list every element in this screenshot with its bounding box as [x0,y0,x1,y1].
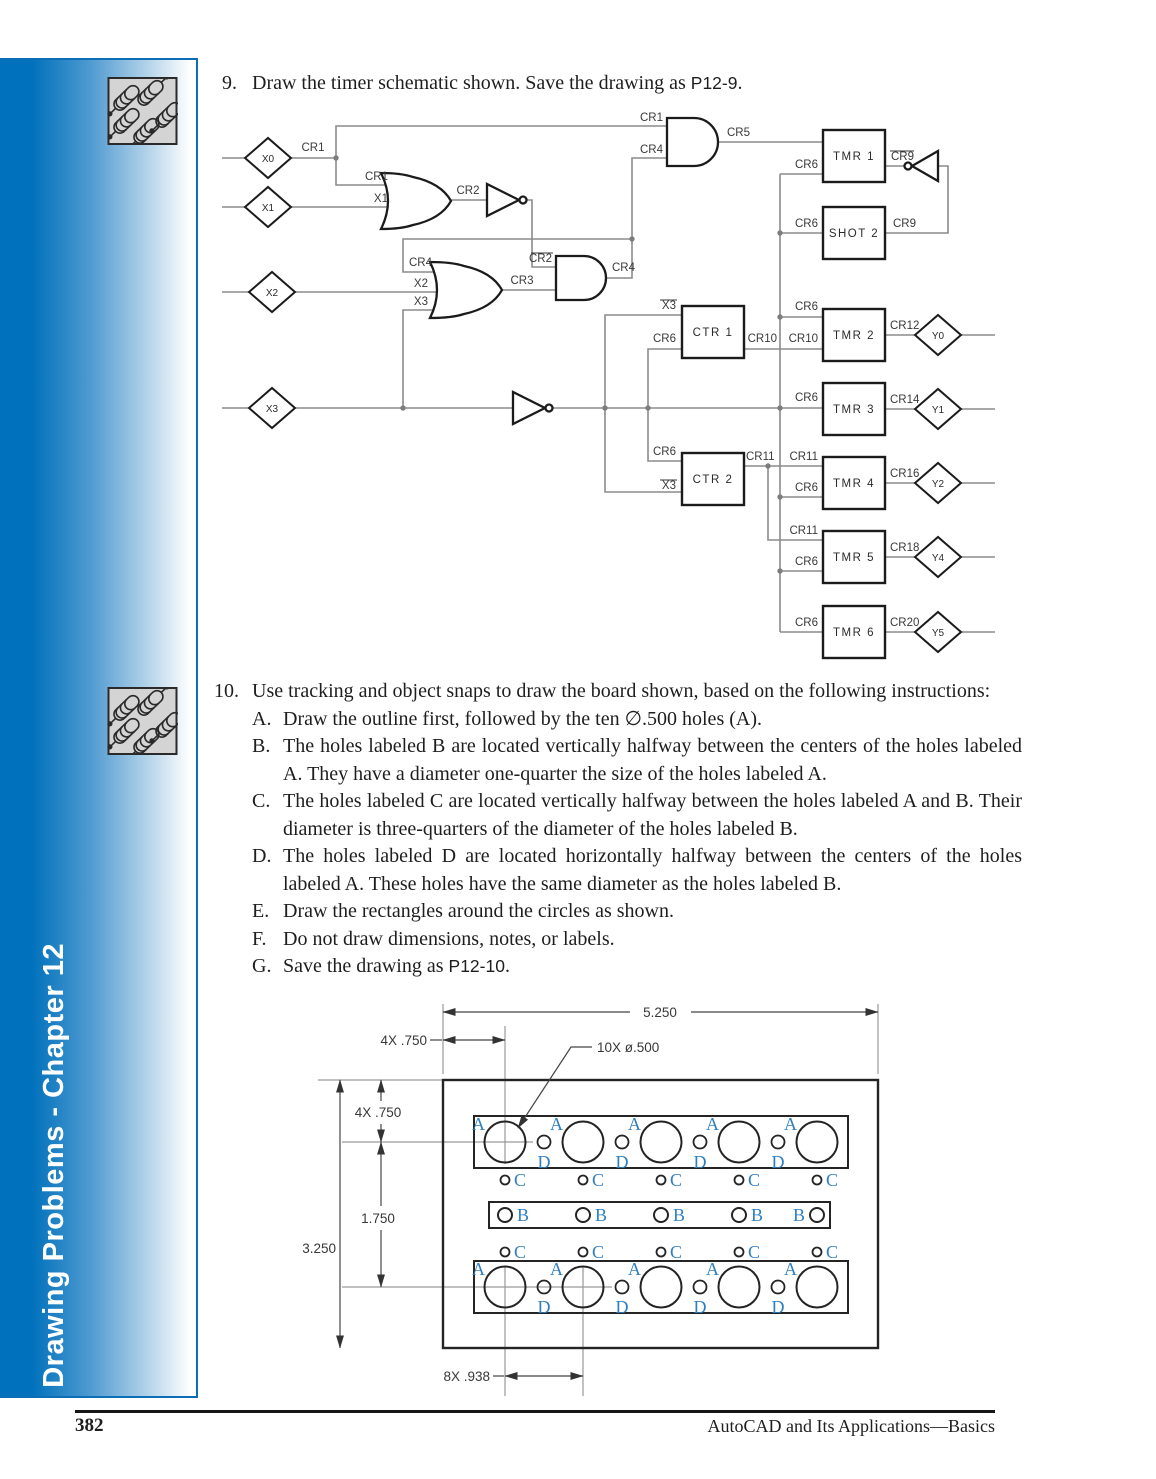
wire-label: CR9 [893,218,917,230]
filename: P12-9 [690,73,738,93]
inverter-2-bubble [546,405,553,412]
wire-label: CR6 [794,392,818,404]
dim-label: 8X .938 [443,1369,490,1384]
hole-label: D [771,1152,785,1172]
wire-label: CR6 [794,218,818,230]
wire-label: CR2 [528,253,552,265]
sidebar-chapter-label: Drawing Problems - Chapter 12 [38,943,70,1388]
diamond-label: X2 [265,288,279,299]
wire-label: X2 [413,278,428,290]
hole-label: A [628,1259,641,1279]
or-gate-1 [381,173,451,229]
wire-label: CR1 [364,171,388,183]
wire-label: CR5 [727,127,751,139]
footer-rule [75,1410,995,1413]
hole-label: C [592,1170,605,1190]
book-title: AutoCAD and Its Applications—Basics [707,1416,995,1436]
wire-label: CR4 [612,262,636,274]
wire-label: CR4 [408,257,432,269]
leader-note: 10X ø.500 [597,1040,660,1055]
wire-label: CR4 [639,144,663,156]
dim-label: 3.250 [302,1241,336,1256]
wire-label: X3 [661,300,676,312]
wire-label: CR1 [301,142,325,154]
and-gate-1 [667,118,718,166]
wire-label: CR10 [747,333,777,345]
box-label: SHOT 2 [828,228,880,240]
box-label: TMR 1 [833,151,875,163]
list-item: D. The holes labeled D are located horizontally halfway between the centers of the holes labeled A. These holes have the same diameter as the holes labeled B. [252,845,1022,895]
box-label: TMR 3 [833,404,875,416]
diamond-label: Y4 [931,553,945,564]
list-item: F. Do not draw dimensions, notes, or labels. [252,927,615,950]
holes-d [538,1136,785,1294]
hole-label: C [670,1242,683,1262]
wire-label: CR16 [890,468,920,480]
wire-label: CR2 [456,185,480,197]
hole-label: D [537,1152,551,1172]
wire-label: CR6 [794,301,818,313]
hole-label: A [550,1114,563,1134]
problem-9-number: 9. [222,72,237,94]
problem-10-number: 10. [214,680,239,702]
dim-label: 5.250 [643,1005,677,1020]
wire-label: CR20 [890,617,920,629]
hole-label: C [514,1170,527,1190]
hole-label: D [771,1297,785,1317]
function-boxes [682,130,885,658]
hole-label: C [514,1242,527,1262]
filename: P12-10 [448,956,505,976]
timer-schematic [200,95,1012,675]
hole-label: D [693,1297,707,1317]
wire-label: CR1 [639,112,663,124]
hole-label: B [673,1205,686,1225]
hole-label: A [550,1259,563,1279]
wire-label: CR11 [789,525,818,537]
box-label: TMR 2 [833,330,875,342]
box-label: TMR 6 [833,627,875,639]
or-gate-2 [430,262,502,318]
holes-b [498,1208,824,1222]
hole-label: B [517,1205,530,1225]
wire-label: CR10 [788,333,818,345]
problem-10-intro: Use tracking and object snaps to draw the board shown, based on the following instructions: [252,680,991,702]
diamond-label: X0 [261,154,275,165]
resistors-icon [107,77,178,145]
dim-label: 4X .750 [354,1105,402,1120]
list-item: E. Draw the rectangles around the circles as shown. [252,900,674,922]
hole-label: B [751,1205,764,1225]
hole-label: B [595,1205,608,1225]
diamond-label: X1 [261,203,275,214]
inverter-1-bubble [520,197,527,204]
list-item: B. The holes labeled B are located vertically halfway between the centers of the holes labeled A. They have a diameter one-quarter the size of the holes labeled A. [252,735,1022,785]
hole-label: A [784,1259,797,1279]
hole-label: B [792,1205,805,1225]
box-label: TMR 5 [833,552,875,564]
hole-label: A [706,1114,719,1134]
diamond-label: Y5 [931,628,945,639]
hole-label: A [706,1259,719,1279]
diamond-label: Y2 [931,479,945,490]
board-drawing [300,988,900,1410]
wire-label: CR12 [890,320,920,332]
wire-label: CR6 [652,446,676,458]
instruction-list [252,706,1022,981]
wire-label: CR9 [891,151,915,163]
dim-label: 4X .750 [380,1033,427,1048]
wire-label: X3 [661,480,676,492]
wire-label: CR6 [794,617,818,629]
diamond-label: Y0 [931,331,945,342]
wire-label: X3 [413,296,428,308]
inverter-1 [487,184,519,216]
inverter-3-bubble [905,163,912,170]
wire-label: CR3 [510,275,534,287]
wire-label: CR6 [652,333,676,345]
hole-strip-middle [489,1202,830,1228]
and-gate-2 [556,256,606,300]
hole-label: A [628,1114,641,1134]
page-number: 382 [75,1415,104,1436]
wire-label: X1 [373,193,388,205]
box-label: TMR 4 [833,478,875,490]
list-item: A. Draw the outline first, followed by the ten ∅.500 holes (A). [252,707,762,730]
problem-9 [222,70,1034,98]
centerlines-extension-lines [318,1004,878,1396]
problem-10 [214,678,1022,981]
box-label: CTR 1 [692,327,734,339]
hole-label: C [592,1242,605,1262]
hole-label: A [472,1114,485,1134]
hole-label: C [670,1170,683,1190]
list-item: C. The holes labeled C are located vertically halfway between the holes labeled A and B. Their diameter is three-quarters of the diameter of the holes labeled B. [252,790,1022,840]
wire-label: CR6 [794,159,818,171]
holes-c [501,1176,822,1257]
diamond-label: Y1 [931,405,945,416]
wire-label: CR14 [890,394,920,406]
wire-label: CR6 [794,556,818,568]
hole-label: D [693,1152,707,1172]
problem-9-text: Draw the timer schematic shown. Save the drawing as P12-9. [252,72,743,94]
hole-label: D [615,1152,629,1172]
hole-label: C [748,1170,761,1190]
wire-label: CR11 [746,451,775,463]
inverter-3 [912,151,938,181]
hole-label: C [826,1170,839,1190]
hole-label: D [615,1297,629,1317]
inverter-2 [513,392,545,424]
resistors-icon [107,687,178,755]
box-label: CTR 2 [692,474,734,486]
wire-label: CR11 [789,451,818,463]
hole-label: D [537,1297,551,1317]
hole-label: C [748,1242,761,1262]
holes-a [485,1122,838,1308]
diamond-label: X3 [265,404,279,415]
wire-label: CR18 [890,542,920,554]
list-item: G. Save the drawing as P12-10. [252,955,510,977]
hole-label: C [826,1242,839,1262]
hole-label: A [472,1259,485,1279]
wire-label: CR6 [794,482,818,494]
dim-label: 1.750 [361,1211,395,1226]
hole-label: A [784,1114,797,1134]
dimensions [302,1005,878,1384]
